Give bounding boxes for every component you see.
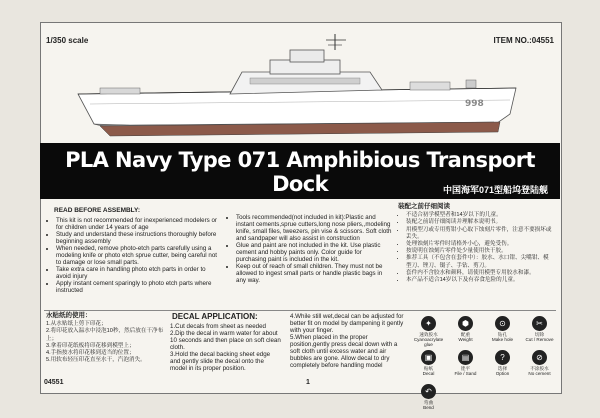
decal-step: 5.When placed in the proper position,gently press decal down with a soft cloth until excess water and air bubbles are gone. Allow decal to dry completely before handling model [290,334,398,369]
weight-icon: ⬢ [458,316,473,331]
read-before-heading: READ BEFORE ASSEMBLY: [54,207,141,214]
cut-icon: ✂ [532,316,547,331]
legend-zh: 钻孔 [497,332,508,337]
scale-label: 1/350 scale [46,36,89,45]
legend-en: Make hole [491,337,514,342]
zh-note: • 推荐工具（不包含在套件中）：胶水、水口钳、尖嘴钳、模型刀、锉刀、镊子、手钻、剪刀。 [406,255,554,269]
decal-zh-step: 2.将印花放入温水中浸泡10秒，然后放在干净布上； [46,328,164,342]
legend-item [484,350,521,384]
legend-en: Option [495,371,510,376]
legend-item [521,316,558,350]
decal-zh-step: 4.手指按水将印花移到适当的位置； [46,350,135,357]
item-number: ITEM NO.:04551 [493,36,554,45]
read-before-item: • When needed, remove photo-etch parts carefully using a modeling knife or photo etch sprue cutter, being careful not to damage or lose small parts. [56,245,222,266]
legend-item [410,350,447,384]
decal-steps-right [290,313,406,369]
legend-item [521,350,558,384]
symbol-legend [410,316,560,418]
bend-icon: ↶ [421,384,436,399]
page-title: PLA Navy Type 071 Amphibious Transport Dock [65,148,535,196]
legend-item [484,316,521,350]
legend-en: File / Sand [454,371,477,376]
legend-item [447,350,484,384]
decal-application-heading: DECAL APPLICATION: [172,312,258,321]
legend-zh: 弯曲 [423,400,434,405]
legend-zh: 锉平 [460,366,471,371]
legend-item [410,384,447,418]
read-before-item: • This kit is not recommended for inexperienced modelers or for children under 14 years of age [56,217,222,231]
zh-notes-section [398,203,554,284]
zh-note: • 本产品不适合14岁以下及有吞食危险的儿童。 [406,277,554,284]
decal-zh-step: 1.从水贴纸上剪下印花； [46,321,107,328]
zh-notes-heading: 装配之前仔细阅读 [398,203,450,210]
option-icon: ? [495,350,510,365]
decal-zh-section [46,312,168,364]
legend-en: Cyanoacrylate glue [413,337,444,347]
legend-en: Decal [422,371,435,376]
read-before-section [46,207,222,294]
legend-zh: 配重 [460,332,471,337]
footer-code: 04551 [44,379,64,386]
read-before-item: • Take extra care in handling photo etch parts in order to avoid injury [56,266,222,280]
decal-step: 1.Cut decals from sheet as needed [170,323,266,330]
zh-note: • 用模型刀或专用剪钳小心取下蚀刻片零件，注意不要损坏或丢失。 [406,227,554,241]
title-banner [40,143,560,199]
children-warning-item: • Keep out of reach of small children. They must not be allowed to ingest small parts or handle plastic bags in any way. [236,263,392,284]
glue-icon: ✦ [421,316,436,331]
section-divider [44,310,556,311]
decal-step: 2.Dip the decal in warm water for about 10 seconds and then place on soft clean cloth. [170,330,281,351]
legend-zh: 贴纸 [423,366,434,371]
zh-note: • 不适合初学模型者和14岁以下的儿童。 [406,212,554,219]
read-before-item: • Study and understand these instructions thoroughly before beginning assembly [56,231,222,245]
legend-en: Weight [458,337,473,342]
page-number: 1 [306,379,310,386]
tools-item: • Tools recommended(not included in kit):Plastic and instant cements,sprue cutters,long nose pliers,,modeling knife, small files, tweezers, pin vise & scissors. Soft cloth and sandpaper will also assist in construction [236,214,392,242]
legend-zh: 选择 [497,366,508,371]
legend-zh: 切除 [534,332,545,337]
zh-note: • 套件内不含胶水和颜料，请使用模型专用胶水和漆。 [406,270,554,277]
decal-zh-step: 5.用软布轻压印花直至水干，汽泡消失。 [46,357,146,364]
zh-note: • 装配之前请仔细阅读并理解本说明书。 [406,219,554,226]
decal-step: 4.While still wet,decal can be adjusted for better fit on model by dampening it gently with your finger. [290,313,404,334]
legend-en: Cut / Remove [525,337,554,342]
decal-step: 3.Hold the decal backing sheet edge and gently slide the decal onto the model in its proper position. [170,351,271,372]
file-icon: ▤ [458,350,473,365]
legend-zh: 不涂胶水 [530,366,549,371]
ship-illustration [70,32,530,142]
no-cement-icon: ⊘ [532,350,547,365]
zh-note: • 按说明在蚀刻片零件处少量使用快干胶。 [406,248,554,255]
zh-note: • 处理蚀刻片零件时请格外小心，避免受伤。 [406,241,554,248]
tools-section [226,214,392,284]
decal-steps-left [170,323,282,372]
hull-number: 998 [465,99,484,109]
read-before-item: • Apply instant cement sparingly to photo etch parts where instructed [56,280,222,294]
decal-zh-step: 3.拿着印花纸板将印花移到模型上； [46,342,135,349]
decal-icon: ▣ [421,350,436,365]
legend-zh: 速效胶水 [419,332,438,337]
page-subtitle-zh: 中国海军071型船坞登陆舰 [442,185,548,195]
drill-icon: ⊙ [495,316,510,331]
legend-item [447,316,484,350]
legend-en: No cement [528,371,551,376]
glue-paint-item: • Glue and paint are not included in the kit. Use plastic cement and hobby paints only. Color guide for purchasing paint is included in the kit. [236,242,392,263]
legend-item [410,316,447,350]
legend-en: Bend [423,405,434,410]
decal-zh-heading: 水贴纸的使用： [46,312,92,319]
